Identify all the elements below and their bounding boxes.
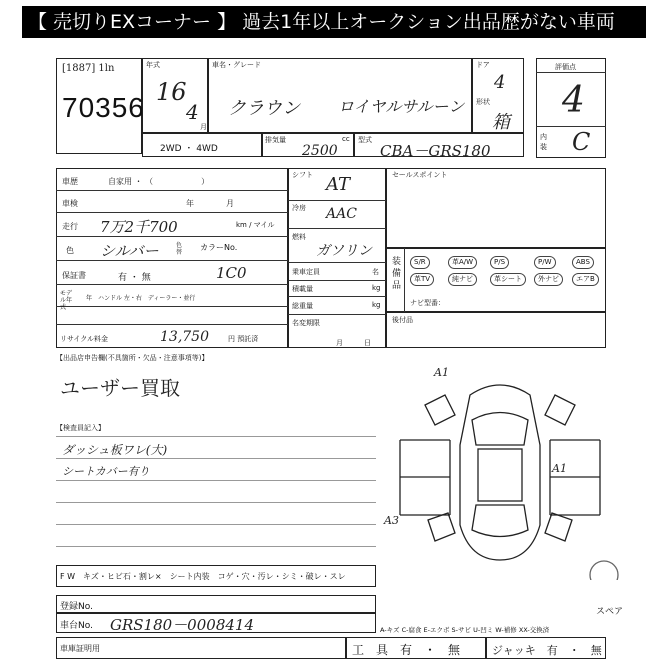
score-label: 評価点 bbox=[555, 63, 576, 71]
capacity-unit: 名 bbox=[372, 268, 379, 276]
capacity-label: 乗車定員 bbox=[292, 268, 320, 276]
details-box bbox=[56, 168, 288, 348]
inspection-label: 車検 bbox=[62, 199, 78, 208]
left-door-outline bbox=[400, 440, 450, 515]
equipment-option: P/S bbox=[490, 256, 509, 269]
equipment-option: エアB bbox=[572, 273, 599, 286]
cc-unit: cc bbox=[342, 135, 350, 143]
front-left-tire bbox=[425, 395, 455, 425]
equipment-option: 革TV bbox=[410, 273, 434, 286]
equipment-label: 装備品 bbox=[392, 257, 402, 291]
reg-row bbox=[56, 595, 376, 613]
inspector-label: 【検査員記入】 bbox=[56, 424, 105, 432]
grade: ロイヤルサルーン bbox=[338, 97, 465, 116]
equipment-option: S/R bbox=[410, 256, 430, 269]
damage-mark-side: A1 bbox=[552, 462, 567, 475]
inspection-units: 年 月 bbox=[186, 199, 234, 208]
cert-label: 車庫証明用 bbox=[60, 644, 100, 653]
color-no-label: カラーNo. bbox=[200, 243, 238, 252]
month-value: 4 bbox=[186, 100, 199, 124]
warranty-value: 有 ・ 無 bbox=[118, 273, 151, 283]
reg-label: 登録No. bbox=[60, 602, 93, 612]
sales-point-box bbox=[386, 168, 606, 248]
equipment-option: 純ナビ bbox=[448, 273, 477, 286]
recycle-unit: 円 預託済 bbox=[228, 335, 259, 343]
notes-label: 【出品店申告欄(不具箇所・欠品・注意事項等)】 bbox=[56, 354, 209, 362]
equipment-option: P/W bbox=[534, 256, 556, 269]
chassis-label: 車台No. bbox=[60, 621, 93, 631]
shape-label: 形状 bbox=[476, 98, 490, 106]
model-year-label: モデル年式 bbox=[60, 290, 73, 311]
inspector-line-2: シートカバー有り bbox=[62, 465, 150, 478]
interior-label: 内装 bbox=[540, 133, 547, 151]
color-value: シルバー bbox=[100, 242, 159, 260]
history-label: 車歴 bbox=[62, 177, 78, 186]
model-year-row: 年 ハンドル 左・右 ディーラー・並行 bbox=[86, 295, 196, 302]
right-door-outline bbox=[550, 440, 600, 515]
model-label: 型式 bbox=[358, 136, 372, 144]
recycle-value: 13,750 bbox=[160, 329, 209, 345]
car-diagram bbox=[380, 365, 620, 580]
ac-label: 冷房 bbox=[292, 204, 306, 212]
car-outline bbox=[460, 385, 540, 560]
warranty-label: 保証書 bbox=[62, 271, 86, 280]
cc-value: 2500 bbox=[302, 143, 338, 159]
inspector-line-1: ダッシュ板ワレ(大) bbox=[62, 443, 168, 457]
name-label: 車名・グレード bbox=[212, 61, 261, 69]
damage-mark-front: A1 bbox=[434, 366, 449, 379]
shift-label: シフト bbox=[292, 171, 313, 179]
ac-value: AAC bbox=[326, 206, 357, 222]
weight-unit: kg bbox=[372, 301, 381, 309]
history-value: 自家用 ・ （ ） bbox=[108, 177, 210, 186]
spare-tire bbox=[590, 561, 618, 580]
mileage-value: 7万2千700 bbox=[100, 218, 178, 236]
damage-legend: A-キズ C-腐食 E-エクボ S-サビ U-凹ミ W-補修 XX-交換済 bbox=[380, 626, 550, 634]
rear-window bbox=[472, 505, 528, 537]
fuel-value: ガソリン bbox=[316, 243, 372, 259]
aftermarket-box bbox=[386, 312, 606, 348]
load-label: 積載量 bbox=[292, 285, 313, 293]
color-no-value: 1C0 bbox=[216, 264, 247, 282]
recycle-label: リサイクル料金 bbox=[60, 335, 109, 343]
interior-value: C bbox=[572, 128, 591, 156]
notes-text: ユーザー買取 bbox=[60, 376, 180, 400]
car-name: クラウン bbox=[228, 98, 300, 119]
equipment-option: ABS bbox=[572, 256, 594, 269]
month-unit: 月 bbox=[200, 123, 207, 131]
mileage-unit: km / マイル bbox=[236, 221, 275, 229]
equipment-option: 革A/W bbox=[448, 256, 477, 269]
rear-left-tire bbox=[428, 513, 455, 541]
condition-text: F W キズ・ヒビ石・割レ× シート内装 コゲ・穴・汚レ・シミ・破レ・スレ bbox=[60, 572, 346, 581]
navi-label: ナビ型番： bbox=[410, 299, 445, 307]
chassis-value: GRS180－0008414 bbox=[110, 616, 254, 634]
score-value: 4 bbox=[562, 80, 585, 121]
windshield bbox=[472, 413, 528, 446]
exclusive-banner: 【 売切りEXコーナー 】 過去1年以上オークション出品歴がない車両 bbox=[22, 6, 646, 38]
lot-small: [1887] 1ln bbox=[62, 63, 115, 74]
cc-label: 排気量 bbox=[265, 136, 286, 144]
load-unit: kg bbox=[372, 284, 381, 292]
door-label: ドア bbox=[476, 61, 490, 69]
equipment-option: 革シート bbox=[490, 273, 526, 286]
color-change-label: 色替 bbox=[176, 242, 183, 256]
year-value: 16 bbox=[156, 78, 187, 106]
shift-value: AT bbox=[326, 174, 351, 195]
front-right-tire bbox=[545, 395, 575, 425]
tools-text: 工 具 有 ・ 無 bbox=[352, 643, 461, 657]
weight-label: 総重量 bbox=[292, 302, 313, 310]
color-label: 色 bbox=[66, 246, 74, 255]
drive-value: 2WD ・ 4WD bbox=[160, 144, 218, 154]
year-label: 年式 bbox=[146, 61, 160, 69]
roof bbox=[478, 449, 522, 501]
aftermarket-label: 後付品 bbox=[392, 316, 413, 324]
spare-label: スペア bbox=[596, 607, 624, 617]
jack-text: ジャッキ 有 ・ 無 bbox=[492, 644, 602, 657]
equipment-option: 外ナビ bbox=[534, 273, 563, 286]
lot-number: 70356 bbox=[62, 92, 145, 123]
reg-deadline-label: 名変期限 bbox=[292, 319, 320, 327]
fuel-label: 燃料 bbox=[292, 233, 306, 241]
model-value: CBA－GRS180 bbox=[380, 142, 491, 160]
rear-right-tire bbox=[545, 513, 572, 541]
sales-point-label: セールスポイント bbox=[392, 171, 448, 179]
reg-deadline-units: 月 日 bbox=[336, 339, 371, 347]
door-value: 4 bbox=[494, 72, 506, 93]
mileage-label: 走行 bbox=[62, 222, 78, 231]
damage-mark-rear: A3 bbox=[384, 514, 399, 527]
shape-value: 箱 bbox=[492, 112, 510, 133]
